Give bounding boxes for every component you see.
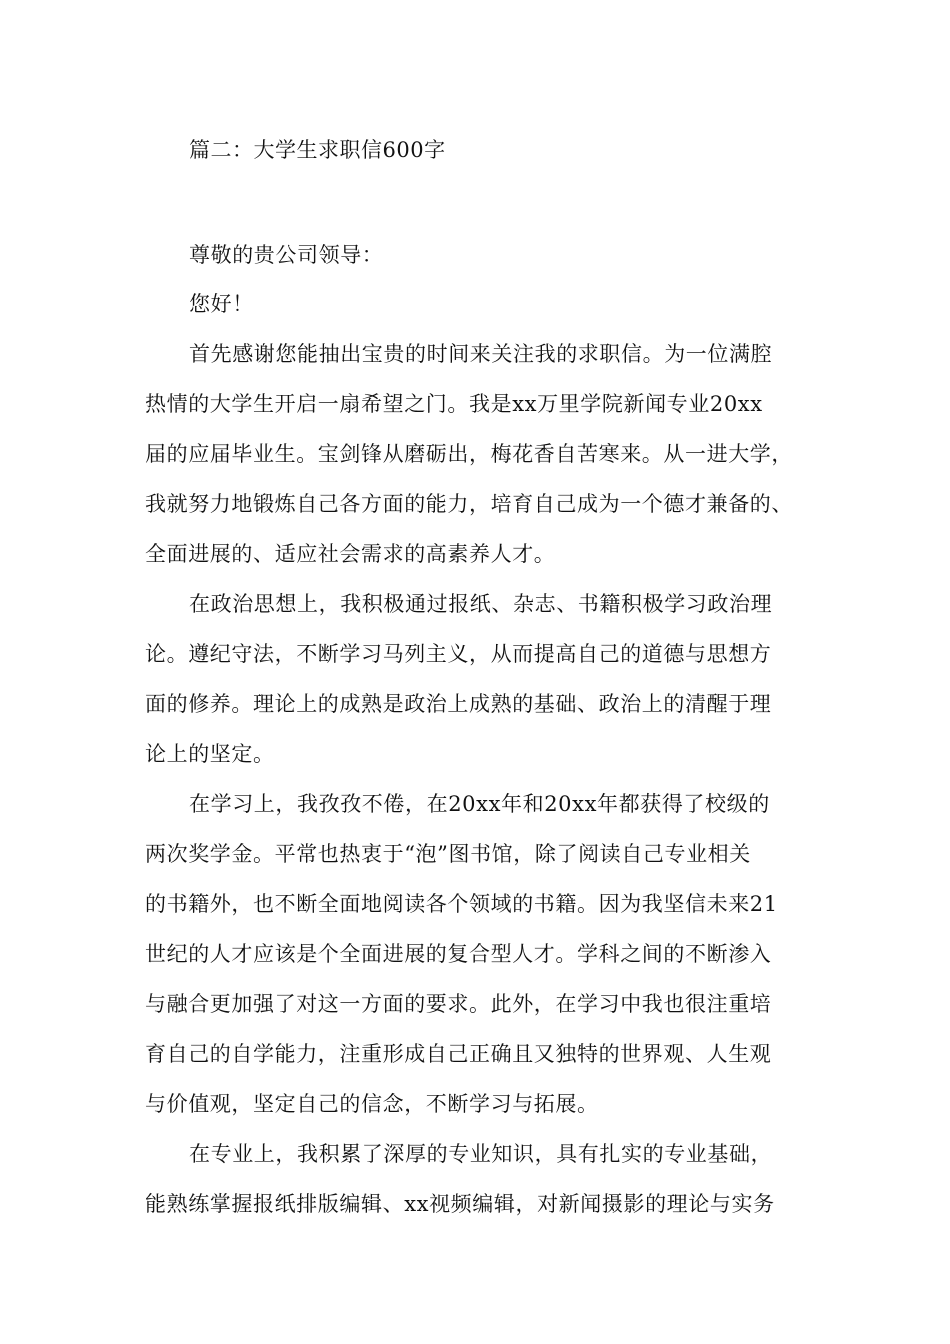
- paragraph-line: 热情的大学生开启一扇希望之门。我是xx万里学院新闻专业20xx: [145, 392, 763, 416]
- paragraph-line: 论。遵纪守法，不断学习马列主义，从而提高自己的道德与思想方: [145, 642, 772, 666]
- paragraph-line: 在政治思想上，我积极通过报纸、杂志、书籍积极学习政治理: [189, 592, 773, 616]
- paragraph-line: 首先感谢您能抽出宝贵的时间来关注我的求职信。为一位满腔: [189, 342, 773, 366]
- document-title: 篇二：大学生求职信600字: [189, 138, 446, 162]
- paragraph-line: 的书籍外，也不断全面地阅读各个领域的书籍。因为我坚信未来21: [145, 892, 778, 916]
- paragraph-line: 能熟练掌握报纸排版编辑、xx视频编辑，对新闻摄影的理论与实务: [145, 1192, 775, 1216]
- paragraph-line: 与价值观，坚定自己的信念，不断学习与拓展。: [145, 1092, 599, 1116]
- paragraph-line: 届的应届毕业生。宝剑锋从磨砺出，梅花香自苦寒来。从一进大学，: [145, 442, 793, 466]
- paragraph-line: 论上的坚定。: [145, 742, 275, 766]
- paragraph-line: 在专业上，我积累了深厚的专业知识，具有扎实的专业基础，: [189, 1142, 773, 1166]
- salutation-line: 尊敬的贵公司领导：: [189, 243, 384, 267]
- paragraph-line: 与融合更加强了对这一方面的要求。此外，在学习中我也很注重培: [145, 992, 772, 1016]
- paragraph-line: 在学习上，我孜孜不倦，在20xx年和20xx年都获得了校级的: [189, 792, 770, 816]
- paragraph-line: 我就努力地锻炼自己各方面的能力，培育自己成为一个德才兼备的、: [145, 492, 793, 516]
- paragraph-line: 全面进展的、适应社会需求的高素养人才。: [145, 542, 556, 566]
- paragraph-line: 育自己的自学能力，注重形成自己正确且又独特的世界观、人生观: [145, 1042, 772, 1066]
- paragraph-line: 两次奖学金。平常也热衷于“泡”图书馆，除了阅读自己专业相关: [145, 842, 751, 866]
- greeting-line: 您好！: [189, 292, 254, 316]
- paragraph-line: 面的修养。理论上的成熟是政治上成熟的基础、政治上的清醒于理: [145, 692, 772, 716]
- paragraph-line: 世纪的人才应该是个全面进展的复合型人才。学科之间的不断渗入: [145, 942, 772, 966]
